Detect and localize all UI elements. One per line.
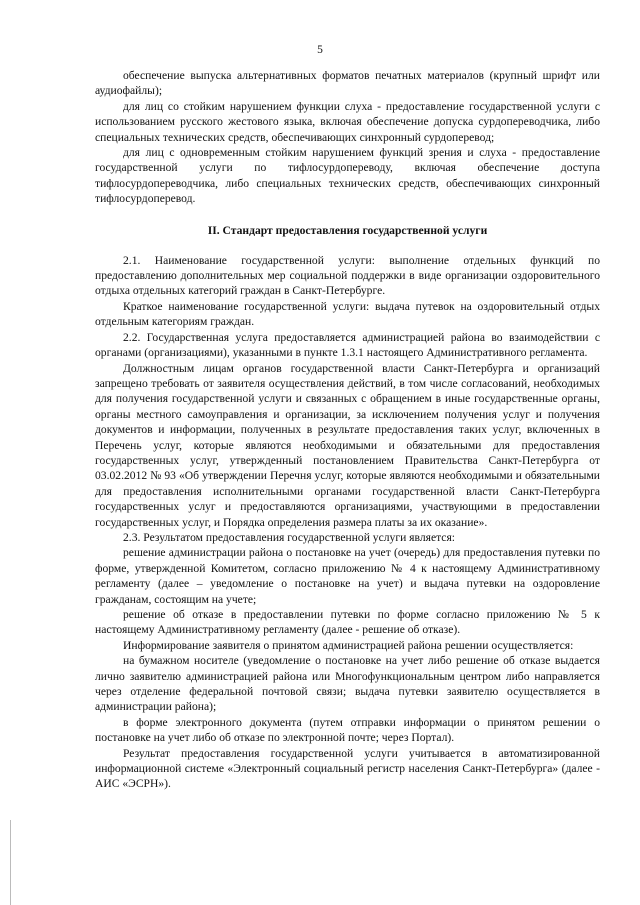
paragraph: 2.2. Государственная услуга предоставляется администрацией района во взаимодействии с органами (организациями), указанными в пункте 1.3.1 настоящего Административного регламента. — [95, 330, 600, 360]
paragraph: Краткое наименование государственной услуги: выдача путевок на оздоровительный отдых отдельным категориям граждан. — [95, 299, 600, 329]
paragraph: Должностным лицам органов государственной власти Санкт-Петербурга и организаций запрещено требовать от заявителя осуществления действий, в том числе согласований, необходимых для получения государственной услуги и связанных с обращением в иные государственные органы, органы местного самоуправления и организации, за исключением получения услуг и получения документов и информации, полученных в результате предоставления таких услуг, включенных в Перечень услуг, которые являются необходимыми и обязательными для предоставления государственных услуг, утвержденный постановлением Правительства Санкт-Петербурга от 03.02.2012 № 93 «Об утверждении Перечня услуг, которые являются необходимыми и обязательными для предоставления исполнительными органами государственной власти Санкт-Петербурга государственных услуг и предоставляются организациями, участвующими в предоставлении государственных услуг, и Порядка определения размера платы за их оказание». — [95, 361, 600, 529]
section-title: II. Стандарт предоставления государственной услуги — [207, 223, 488, 237]
paragraph: на бумажном носителе (уведомление о постановке на учет либо решение об отказе выдается лично заявителю администрацией района или Многофункциональным центром либо направляется через отделение федеральной почтовой связи; выдача путевки заявителю осуществляется в администрации района); — [95, 654, 600, 714]
paragraph: для лиц с одновременным стойким нарушением функций зрения и слуха - предоставление государственной услуги по тифлосурдопереводу, включая обеспечение доступа тифлосурдопереводчика, либо специальных технических средств, обеспечивающих синхронный тифлосурдоперевод. — [95, 146, 600, 206]
paragraph: решение администрации района о постановке на учет (очередь) для предоставления путевки по форме, утвержденной Комитетом, согласно приложению № 4 к настоящему Административному регламенту (далее – уведомление о постановке на учет) и выдача путевки на оздоровление гражданам, состоящим на учете; — [95, 546, 600, 606]
paragraph: для лиц со стойким нарушением функции слуха - предоставление государственной услуги с использованием русского жестового языка, включая обеспечение допуска сурдопереводчика, либо специальных технических средств, обеспечивающих синхронный сурдоперевод; — [95, 99, 600, 144]
paragraph: обеспечение выпуска альтернативных форматов печатных материалов (крупный шрифт или аудиофайлы); — [95, 69, 600, 98]
scan-edge-line — [10, 820, 11, 905]
page-number: 5 — [317, 44, 323, 56]
paragraph: 2.3. Результатом предоставления государственной услуги является: — [123, 530, 456, 544]
paragraph: решение об отказе в предоставлении путевки по форме согласно приложению № 5 к настоящему Административному регламенту (далее - решение об отказе). — [95, 608, 600, 637]
paragraph: Информирование заявителя о принятом администрацией района решении осуществляется: — [123, 638, 574, 652]
document-body — [95, 68, 600, 792]
paragraph: Результат предоставления государственной услуги учитывается в автоматизированной информационной системе «Электронный социальный регистр населения Санкт-Петербурга» (далее - АИС «ЭСРН»). — [95, 746, 600, 791]
paragraph: в форме электронного документа (путем отправки информации о принятом решении о постановке на учет либо об отказе по электронной почте; через Портал). — [95, 715, 600, 745]
paragraph: 2.1. Наименование государственной услуги: выполнение отдельных функций по предоставлению дополнительных мер социальной поддержки в виде организации оздоровительного отдыха отдельных категорий граждан в Санкт-Петербурге. — [95, 253, 600, 298]
